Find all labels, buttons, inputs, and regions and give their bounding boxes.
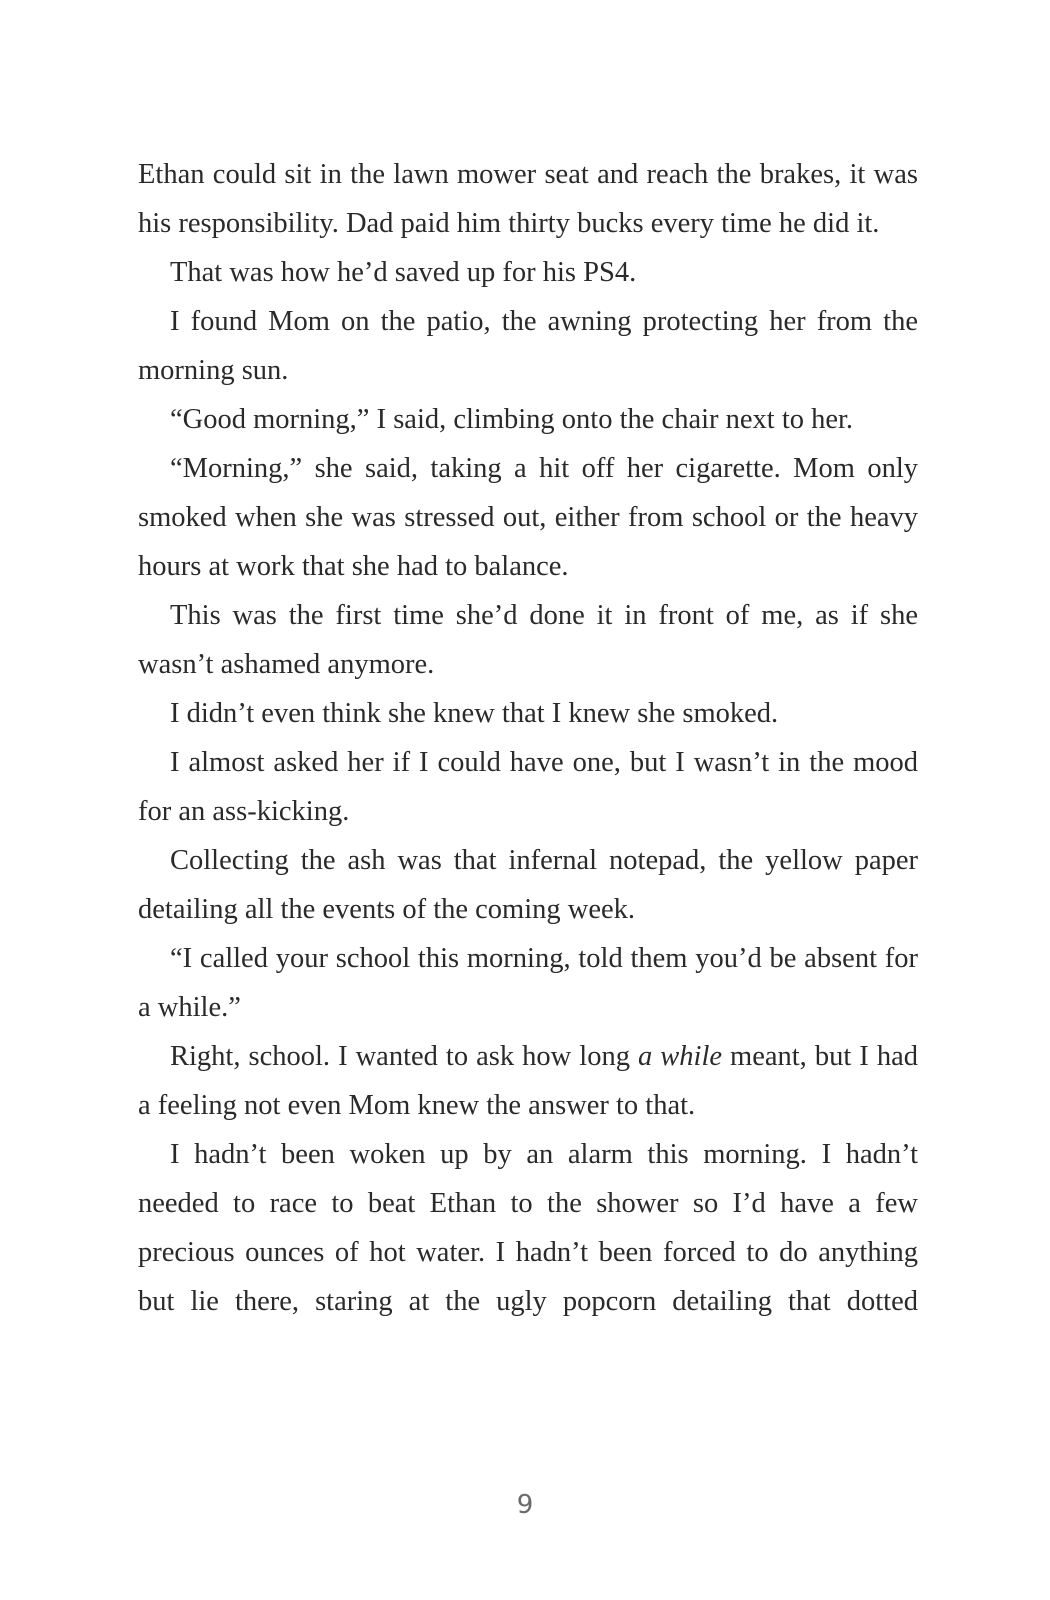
paragraph-11-text-before: Right, school. I wanted to ask how long — [170, 1041, 638, 1072]
paragraph-10: “I called your school this morning, told them you’d be absent for a while.” — [138, 943, 918, 1023]
paragraph-2: That was how he’d saved up for his PS4. — [170, 257, 637, 288]
paragraph-3: I found Mom on the patio, the awning protecting her from the morning sun. — [138, 306, 918, 386]
paragraph-4: “Good morning,” I said, climbing onto the chair next to her. — [170, 404, 854, 435]
emphasized-phrase: a while — [637, 1041, 723, 1072]
paragraph-8: I almost asked her if I could have one, but I wasn’t in the mood for an ass-kicking. — [138, 747, 918, 827]
body-text — [138, 150, 918, 1326]
paragraph-11-text-after: meant, but I had a feeling not even Mom knew the answer to that. — [138, 1041, 918, 1121]
paragraph-9: Collecting the ash was that infernal notepad, the yellow paper detailing all the events of the coming week. — [138, 845, 918, 925]
paragraph-11 — [138, 1032, 918, 1130]
paragraph-6: This was the first time she’d done it in front of me, as if she wasn’t ashamed anymore. — [138, 600, 918, 680]
paragraph-7: I didn’t even think she knew that I knew she smoked. — [170, 698, 779, 729]
paragraph-5: “Morning,” she said, taking a hit off her cigarette. Mom only smoked when she was stressed out, either from school or the heavy hours at work that she had to balance. — [138, 453, 918, 582]
page-number: 9 — [516, 1490, 534, 1520]
paragraph-12: I hadn’t been woken up by an alarm this morning. I hadn’t needed to race to beat Ethan to the shower so I’d have a few precious ounces of hot water. I hadn’t been forced to do anything but lie there, staring at the ugly popcorn detailing that dotted — [138, 1139, 918, 1317]
paragraph-1: Ethan could sit in the lawn mower seat and reach the brakes, it was his responsibility. Dad paid him thirty bucks every time he did it. — [138, 159, 918, 239]
